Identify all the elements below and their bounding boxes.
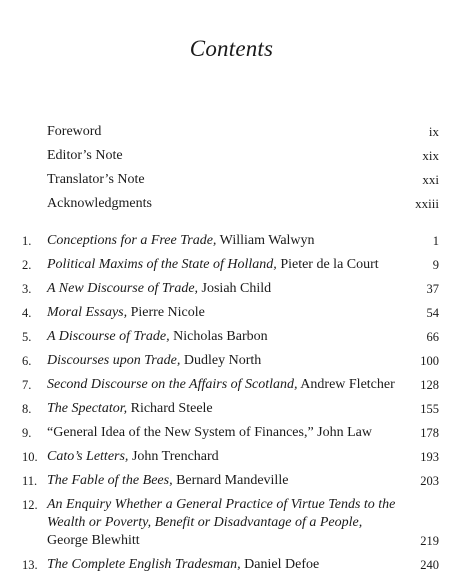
chapter-entry [0, 373, 463, 397]
chapter-page: 128 [420, 378, 439, 392]
chapter-author: Richard Steele [127, 401, 213, 416]
front-matter-item [0, 168, 463, 192]
chapter-page: 240 [420, 558, 439, 572]
front-matter-item [0, 144, 463, 168]
front-matter-list [0, 120, 463, 216]
chapter-author: John Trenchard [128, 449, 219, 464]
chapter-page: 54 [426, 306, 439, 320]
chapter-author: George Blewhitt [47, 533, 140, 548]
chapter-author: Daniel Defoe [240, 557, 320, 572]
chapter-number: 5. [22, 330, 32, 344]
chapter-page: 9 [432, 258, 439, 272]
chapter-entry [0, 325, 463, 349]
chapter-author: Bernard Mandeville [172, 473, 289, 488]
chapter-title: Conceptions for a Free Trade, [47, 233, 217, 248]
chapter-title: The Complete English Tradesman, [47, 557, 241, 572]
chapter-author: Andrew Fletcher [297, 377, 395, 392]
chapter-title: Second Discourse on the Affairs of Scotland, [47, 377, 298, 392]
chapter-page: 66 [426, 330, 439, 344]
chapter-title: The Fable of the Bees, [47, 473, 173, 488]
chapter-entry [0, 349, 463, 373]
chapter-author: Nicholas Barbon [169, 329, 268, 344]
chapter-number: 13. [22, 558, 38, 572]
chapter-author: Pierre Nicole [127, 305, 205, 320]
chapter-entry [0, 553, 463, 577]
chapter-entry [0, 277, 463, 301]
chapter-entry [0, 229, 463, 253]
chapter-page: 193 [420, 450, 439, 464]
chapter-number: 12. [22, 498, 38, 512]
chapter-number: 8. [22, 402, 32, 416]
front-matter-label: Foreword [47, 124, 102, 139]
chapter-title: Moral Essays, [47, 305, 128, 320]
chapter-number: 1. [22, 234, 32, 248]
front-matter-label: Translator’s Note [47, 172, 145, 187]
front-matter-page: xxiii [415, 196, 439, 211]
chapter-page: 1 [432, 234, 439, 248]
front-matter-page: xix [422, 148, 439, 163]
front-matter-page: xxi [422, 172, 439, 187]
chapter-page: 178 [420, 426, 439, 440]
chapter-title: Discourses upon Trade, [47, 353, 181, 368]
front-matter-label: Acknowledgments [47, 196, 152, 211]
chapter-title: The Spectator, [47, 401, 128, 416]
front-matter-page: ix [428, 124, 439, 139]
chapter-title: “General Idea of the New System of Finances,” John Law [47, 425, 373, 440]
chapter-number: 3. [22, 282, 32, 296]
chapter-author: Dudley North [180, 353, 262, 368]
chapter-page: 155 [420, 402, 439, 416]
chapter-entry [0, 253, 463, 277]
front-matter-label: Editor’s Note [47, 148, 123, 163]
chapter-entry [0, 493, 463, 553]
chapter-number: 9. [22, 426, 32, 440]
chapter-title: An Enquiry Whether a General Practice of Virtue Tends to the Wealth or Poverty, Benefit or Disadvantage of a People, [47, 497, 396, 530]
chapter-title: A New Discourse of Trade, [47, 281, 199, 296]
chapter-title: Political Maxims of the State of Holland, [47, 257, 277, 272]
chapter-entry [0, 469, 463, 493]
chapter-entry [0, 397, 463, 421]
chapter-page: 203 [420, 474, 439, 488]
chapter-page: 100 [420, 354, 439, 368]
chapter-number: 11. [22, 474, 38, 488]
chapter-entry [0, 421, 463, 445]
chapter-page: 37 [426, 282, 439, 296]
front-matter-item [0, 120, 463, 144]
chapter-title: A Discourse of Trade, [47, 329, 170, 344]
chapter-author: Pieter de la Court [276, 257, 379, 272]
chapter-author: William Walwyn [216, 233, 315, 248]
chapter-number: 2. [22, 258, 32, 272]
chapter-list [0, 229, 463, 577]
chapter-entry [0, 301, 463, 325]
chapter-entry [0, 445, 463, 469]
page-title: Contents [189, 36, 274, 61]
chapter-number: 4. [22, 306, 32, 320]
chapter-number: 10. [22, 450, 38, 464]
chapter-title: Cato’s Letters, [47, 449, 129, 464]
chapter-number: 6. [22, 354, 32, 368]
chapter-number: 7. [22, 378, 32, 392]
chapter-page: 219 [420, 534, 439, 548]
chapter-author: Josiah Child [198, 281, 272, 296]
front-matter-item [0, 192, 463, 216]
